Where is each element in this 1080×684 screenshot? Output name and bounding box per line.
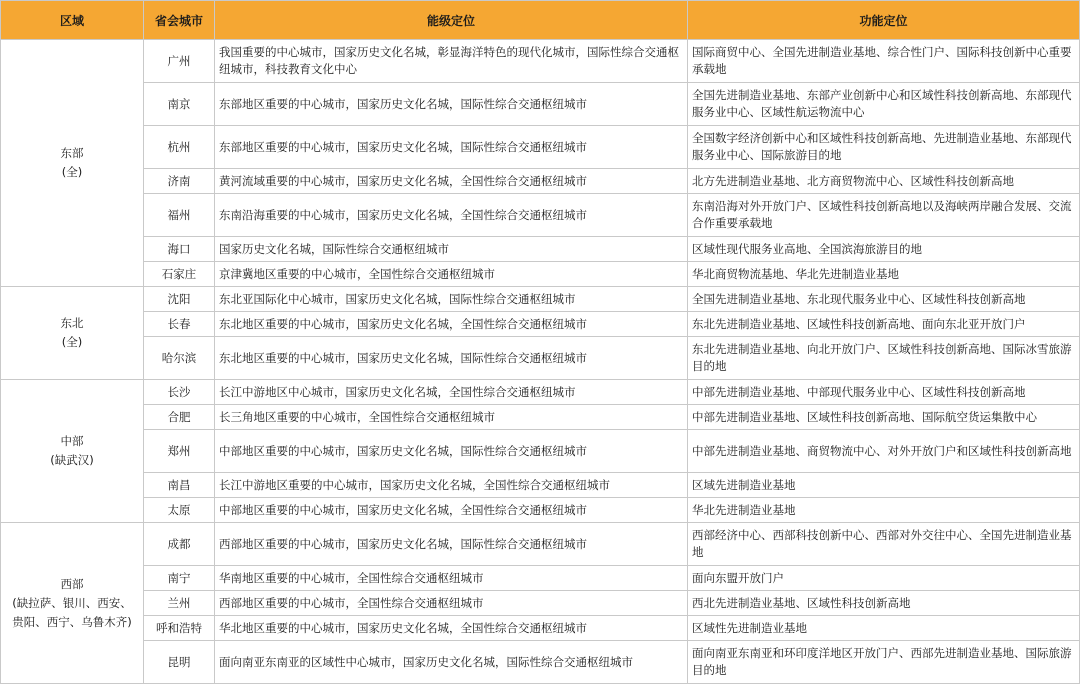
capital-city-cell: 呼和浩特 <box>144 616 215 641</box>
capital-city-cell: 沈阳 <box>144 287 215 312</box>
level-positioning-cell: 国家历史文化名城，国际性综合交通枢纽城市 <box>215 237 688 262</box>
function-positioning-cell: 东南沿海对外开放门户、区域性科技创新高地以及海峡两岸融合发展、交流合作重要承载地 <box>688 194 1080 237</box>
capital-city-cell: 太原 <box>144 498 215 523</box>
table-row <box>1 523 1080 566</box>
capital-city-cell: 成都 <box>144 523 215 566</box>
table-row <box>1 40 1080 83</box>
region-name-line: (全) <box>61 165 83 179</box>
function-positioning-cell: 全国先进制造业基地、东北现代服务业中心、区域性科技创新高地 <box>688 287 1080 312</box>
capital-city-cell: 长沙 <box>144 380 215 405</box>
table-row <box>1 312 1080 337</box>
level-positioning-cell: 中部地区重要的中心城市，国家历史文化名城，国际性综合交通枢纽城市 <box>215 430 688 473</box>
function-positioning-cell: 面向南亚东南亚和环印度洋地区开放门户、西部先进制造业基地、国际旅游目的地 <box>688 641 1080 684</box>
capital-city-cell: 南京 <box>144 83 215 126</box>
level-positioning-cell: 华北地区重要的中心城市，国家历史文化名城，全国性综合交通枢纽城市 <box>215 616 688 641</box>
region-cell <box>1 523 144 684</box>
level-positioning-cell: 西部地区重要的中心城市，全国性综合交通枢纽城市 <box>215 591 688 616</box>
level-positioning-cell: 京津冀地区重要的中心城市，全国性综合交通枢纽城市 <box>215 262 688 287</box>
capital-city-cell: 长春 <box>144 312 215 337</box>
capital-city-cell: 哈尔滨 <box>144 337 215 380</box>
capital-city-cell: 石家庄 <box>144 262 215 287</box>
table-row <box>1 473 1080 498</box>
level-positioning-cell: 东部地区重要的中心城市，国家历史文化名城，国际性综合交通枢纽城市 <box>215 126 688 169</box>
function-positioning-cell: 区域性现代服务业高地、全国滨海旅游目的地 <box>688 237 1080 262</box>
function-positioning-cell: 全国先进制造业基地、东部产业创新中心和区域性科技创新高地、东部现代服务业中心、区域性航运物流中心 <box>688 83 1080 126</box>
capital-city-cell: 昆明 <box>144 641 215 684</box>
level-positioning-cell: 长江中游地区重要的中心城市，国家历史文化名城，全国性综合交通枢纽城市 <box>215 473 688 498</box>
table-row <box>1 237 1080 262</box>
level-positioning-cell: 东北地区重要的中心城市，国家历史文化名城，全国性综合交通枢纽城市 <box>215 312 688 337</box>
level-positioning-cell: 华南地区重要的中心城市，全国性综合交通枢纽城市 <box>215 566 688 591</box>
level-positioning-cell: 东北地区重要的中心城市，国家历史文化名城，国际性综合交通枢纽城市 <box>215 337 688 380</box>
capital-city-cell: 合肥 <box>144 405 215 430</box>
table-row <box>1 337 1080 380</box>
region-name-line: 贵阳、西宁、乌鲁木齐) <box>12 614 132 629</box>
table-row <box>1 641 1080 684</box>
header-row <box>1 1 1080 40</box>
capital-city-cell: 南昌 <box>144 473 215 498</box>
table-row <box>1 262 1080 287</box>
region-name-line: 西部 <box>60 576 84 591</box>
table-row <box>1 566 1080 591</box>
table-row <box>1 405 1080 430</box>
function-positioning-cell: 全国数字经济创新中心和区域性科技创新高地、先进制造业基地、东部现代服务业中心、国际旅游目的地 <box>688 126 1080 169</box>
region-cell <box>1 380 144 523</box>
table-row <box>1 126 1080 169</box>
function-positioning-cell: 面向东盟开放门户 <box>688 566 1080 591</box>
function-positioning-cell: 东北先进制造业基地、区域性科技创新高地、面向东北亚开放门户 <box>688 312 1080 337</box>
capital-city-cell: 南宁 <box>144 566 215 591</box>
function-positioning-cell: 中部先进制造业基地、中部现代服务业中心、区域性科技创新高地 <box>688 380 1080 405</box>
table-row <box>1 616 1080 641</box>
capital-city-cell: 福州 <box>144 194 215 237</box>
function-positioning-cell: 北方先进制造业基地、北方商贸物流中心、区域性科技创新高地 <box>688 169 1080 194</box>
header-region: 区域 <box>1 1 144 40</box>
region-cell <box>1 287 144 380</box>
table-row <box>1 169 1080 194</box>
function-positioning-cell: 区域先进制造业基地 <box>688 473 1080 498</box>
function-positioning-cell: 华北先进制造业基地 <box>688 498 1080 523</box>
level-positioning-cell: 我国重要的中心城市，国家历史文化名城，彰显海洋特色的现代化城市，国际性综合交通枢纽城市，科技教育文化中心 <box>215 40 688 83</box>
region-name-line: 东北 <box>60 316 84 330</box>
table-row <box>1 287 1080 312</box>
level-positioning-cell: 东部地区重要的中心城市，国家历史文化名城，国际性综合交通枢纽城市 <box>215 83 688 126</box>
region-name-line: (缺拉萨、银川、西安、 <box>12 595 132 610</box>
capital-city-cell: 广州 <box>144 40 215 83</box>
capital-city-cell: 海口 <box>144 237 215 262</box>
header-level-positioning: 能级定位 <box>215 1 688 40</box>
table-row <box>1 380 1080 405</box>
capital-city-cell: 郑州 <box>144 430 215 473</box>
level-positioning-cell: 长江中游地区中心城市，国家历史文化名城，全国性综合交通枢纽城市 <box>215 380 688 405</box>
level-positioning-cell: 长三角地区重要的中心城市，全国性综合交通枢纽城市 <box>215 405 688 430</box>
table-row <box>1 498 1080 523</box>
region-name-line: (全) <box>61 335 83 349</box>
function-positioning-cell: 区域性先进制造业基地 <box>688 616 1080 641</box>
table-row <box>1 83 1080 126</box>
region-name-line: (缺武汉) <box>50 453 94 467</box>
function-positioning-cell: 西北先进制造业基地、区域性科技创新高地 <box>688 591 1080 616</box>
function-positioning-cell: 西部经济中心、西部科技创新中心、西部对外交往中心、全国先进制造业基地 <box>688 523 1080 566</box>
function-positioning-cell: 国际商贸中心、全国先进制造业基地、综合性门户、国际科技创新中心重要承载地 <box>688 40 1080 83</box>
region-name-line: 中部 <box>60 434 84 448</box>
level-positioning-cell: 东北亚国际化中心城市，国家历史文化名城，国际性综合交通枢纽城市 <box>215 287 688 312</box>
level-positioning-cell: 东南沿海重要的中心城市，国家历史文化名城，全国性综合交通枢纽城市 <box>215 194 688 237</box>
table-row <box>1 591 1080 616</box>
level-positioning-cell: 西部地区重要的中心城市，国家历史文化名城，国际性综合交通枢纽城市 <box>215 523 688 566</box>
table-row <box>1 194 1080 237</box>
table-row <box>1 430 1080 473</box>
table-body <box>1 40 1080 684</box>
level-positioning-cell: 面向南亚东南亚的区域性中心城市，国家历史文化名城，国际性综合交通枢纽城市 <box>215 641 688 684</box>
level-positioning-cell: 中部地区重要的中心城市，国家历史文化名城，全国性综合交通枢纽城市 <box>215 498 688 523</box>
level-positioning-cell: 黄河流域重要的中心城市，国家历史文化名城，全国性综合交通枢纽城市 <box>215 169 688 194</box>
capital-city-cell: 杭州 <box>144 126 215 169</box>
function-positioning-cell: 东北先进制造业基地、向北开放门户、区域性科技创新高地、国际冰雪旅游目的地 <box>688 337 1080 380</box>
function-positioning-cell: 华北商贸物流基地、华北先进制造业基地 <box>688 262 1080 287</box>
capital-city-cell: 兰州 <box>144 591 215 616</box>
header-capital: 省会城市 <box>144 1 215 40</box>
function-positioning-cell: 中部先进制造业基地、商贸物流中心、对外开放门户和区域性科技创新高地 <box>688 430 1080 473</box>
capital-city-cell: 济南 <box>144 169 215 194</box>
function-positioning-cell: 中部先进制造业基地、区域性科技创新高地、国际航空货运集散中心 <box>688 405 1080 430</box>
region-cell <box>1 40 144 287</box>
region-name-line: 东部 <box>60 146 84 160</box>
header-function-positioning: 功能定位 <box>688 1 1080 40</box>
